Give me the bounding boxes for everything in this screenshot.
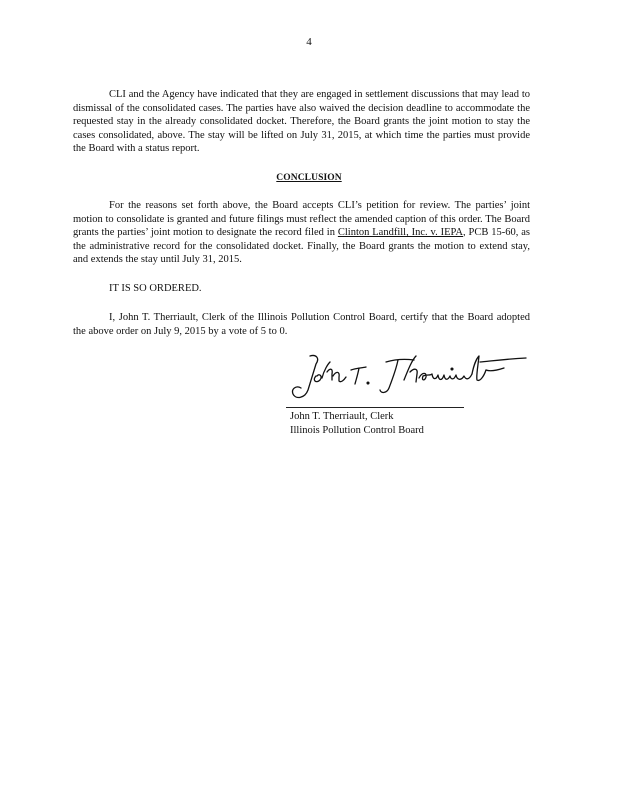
paragraph-certification: I, John T. Therriault, Clerk of the Illinois Pollution Control Board, certify that the Board adopted the above order on July 9, 2015 by a vote of 5 to 0.	[73, 312, 530, 337]
page-number: 4	[306, 36, 312, 48]
paragraph-conclusion	[73, 199, 530, 267]
clerk-name: John T. Therriault, Clerk	[290, 411, 394, 422]
conclusion-heading	[0, 173, 618, 183]
signature-drawing	[286, 350, 536, 404]
handwritten-signature	[286, 350, 536, 404]
signature-line	[286, 407, 464, 408]
paragraph-settlement-stay: CLI and the Agency have indicated that they are engaged in settlement discussions that may lead to dismissal of the consolidated cases. The parties have also waived the decision deadline to accommodate the requested stay in the already consolidated docket. Therefore, the Board grants the joint motion to stay the cases consolidated, above. The stay will be lifted on July 31, 2015, at which time the parties must provide the Board with a status report.	[73, 89, 530, 155]
conclusion-heading-text: CONCLUSION	[276, 173, 342, 183]
conclusion-text-part1: For the reasons set forth above, the Board accepts CLI’s petition for review. The parties’ joint motion to consolidate is granted and future filings must reflect the amended caption of this order. The Board grants the parties’ joint motion to designate the record filed in	[73, 200, 530, 239]
case-name: Clinton Landfill, Inc. v. IEPA	[337, 227, 463, 239]
paragraph-so-ordered: IT IS SO ORDERED.	[109, 283, 202, 294]
board-name: Illinois Pollution Control Board	[290, 425, 424, 436]
conclusion-text-part2: , PCB 15-60, as the administrative record for the consolidated docket. Finally, the Board grants the motion to extend stay, and extends the stay until July 31, 2015.	[73, 227, 530, 266]
